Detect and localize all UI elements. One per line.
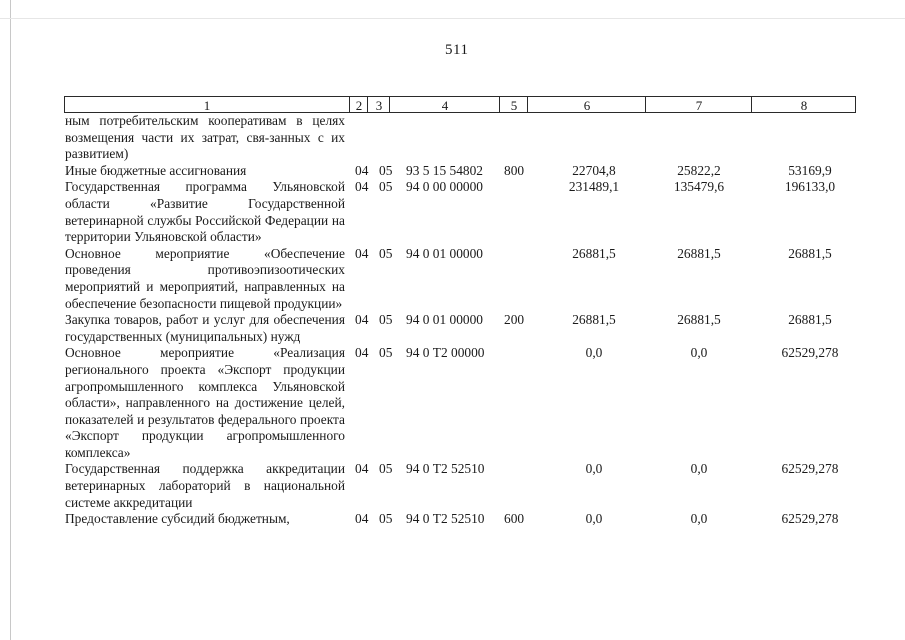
row-section: 04 — [355, 179, 369, 195]
row-target-code: 94 0 01 00000 — [406, 245, 483, 261]
row-amount-col8: 62529,278 — [781, 511, 839, 527]
row-amount-col7: 135479,6 — [673, 179, 725, 195]
table-row — [64, 179, 856, 245]
row-description: Основное мероприятие «Реализация регионального проекта «Экспорт продукции агропромышленного комплекса Ульяновской области», направленного на достижение целей, показателей и результатов федерального проекта «Экспорт продукции агропромышленного комплекса» — [65, 345, 345, 460]
row-subsection: 05 — [379, 345, 393, 361]
row-amount-col7: 26881,5 — [677, 312, 721, 328]
row-amount-col6: 26881,5 — [572, 245, 616, 261]
row-description: ным потребительским кооперативам в целях возмещения части их затрат, свя-занных с их развитием) — [65, 113, 345, 162]
row-expense-type: 800 — [504, 162, 525, 178]
row-target-code: 94 0 Т2 52510 — [406, 511, 485, 527]
row-target-code: 94 0 Т2 00000 — [406, 345, 485, 361]
row-description: Иные бюджетные ассигнования — [65, 162, 247, 178]
row-amount-col7: 0,0 — [690, 511, 708, 527]
header-col-8: 8 — [751, 97, 856, 112]
row-target-code: 94 0 Т2 52510 — [406, 461, 485, 477]
table-row — [64, 461, 856, 511]
table-header-row — [64, 96, 856, 113]
row-expense-type: 600 — [504, 511, 525, 527]
table-row — [64, 246, 856, 312]
scan-edge-top — [0, 18, 905, 19]
row-subsection: 05 — [379, 312, 393, 328]
budget-table — [64, 96, 856, 528]
row-amount-col8: 26881,5 — [788, 245, 832, 261]
scan-edge-left — [10, 0, 11, 640]
row-amount-col6: 22704,8 — [572, 162, 616, 178]
row-section: 04 — [355, 345, 369, 361]
row-subsection: 05 — [379, 461, 393, 477]
header-col-6: 6 — [527, 97, 646, 112]
row-section: 04 — [355, 162, 369, 178]
page-number: 511 — [445, 42, 469, 58]
table-row — [64, 163, 856, 180]
row-amount-col8: 62529,278 — [781, 345, 839, 361]
row-section: 04 — [355, 461, 369, 477]
row-section: 04 — [355, 245, 369, 261]
row-target-code: 94 0 00 00000 — [406, 179, 483, 195]
row-amount-col6: 231489,1 — [568, 179, 620, 195]
header-col-4: 4 — [389, 97, 500, 112]
row-description: Государственная поддержка аккредитации ветеринарных лабораторий в национальной системе аккредитации — [65, 461, 345, 510]
row-amount-col7: 0,0 — [690, 461, 708, 477]
row-section: 04 — [355, 511, 369, 527]
row-description: Государственная программа Ульяновской области «Развитие Государственной ветеринарной службы Российской Федерации на территории Ульяновской области» — [65, 179, 345, 245]
row-target-code: 93 5 15 54802 — [406, 162, 483, 178]
table-row — [64, 345, 856, 461]
row-amount-col8: 53169,9 — [788, 162, 832, 178]
row-amount-col8: 62529,278 — [781, 461, 839, 477]
row-amount-col7: 26881,5 — [677, 245, 721, 261]
header-col-5: 5 — [499, 97, 528, 112]
row-amount-col6: 0,0 — [585, 461, 603, 477]
row-expense-type: 200 — [504, 312, 525, 328]
row-description: Основное мероприятие «Обеспечение проведения противоэпизоотических мероприятий и мероприятий, направленных на обеспечение безопасности пищевой продукции» — [65, 245, 345, 311]
row-amount-col6: 0,0 — [585, 345, 603, 361]
header-col-3: 3 — [367, 97, 390, 112]
row-subsection: 05 — [379, 179, 393, 195]
row-subsection: 05 — [379, 162, 393, 178]
header-col-1: 1 — [203, 98, 211, 113]
row-amount-col6: 0,0 — [585, 511, 603, 527]
row-subsection: 05 — [379, 511, 393, 527]
row-subsection: 05 — [379, 245, 393, 261]
row-amount-col7: 0,0 — [690, 345, 708, 361]
row-amount-col6: 26881,5 — [572, 312, 616, 328]
table-row — [64, 511, 856, 528]
row-amount-col7: 25822,2 — [677, 162, 721, 178]
row-description: Предоставление субсидий бюджетным, — [65, 511, 290, 527]
header-col-7: 7 — [645, 97, 752, 112]
table-row — [64, 113, 856, 163]
row-target-code: 94 0 01 00000 — [406, 312, 483, 328]
row-description: Закупка товаров, работ и услуг для обеспечения государственных (муниципальных) нужд — [65, 312, 345, 344]
row-section: 04 — [355, 312, 369, 328]
row-amount-col8: 26881,5 — [788, 312, 832, 328]
header-col-2: 2 — [349, 97, 368, 112]
table-row — [64, 312, 856, 345]
row-amount-col8: 196133,0 — [784, 179, 836, 195]
